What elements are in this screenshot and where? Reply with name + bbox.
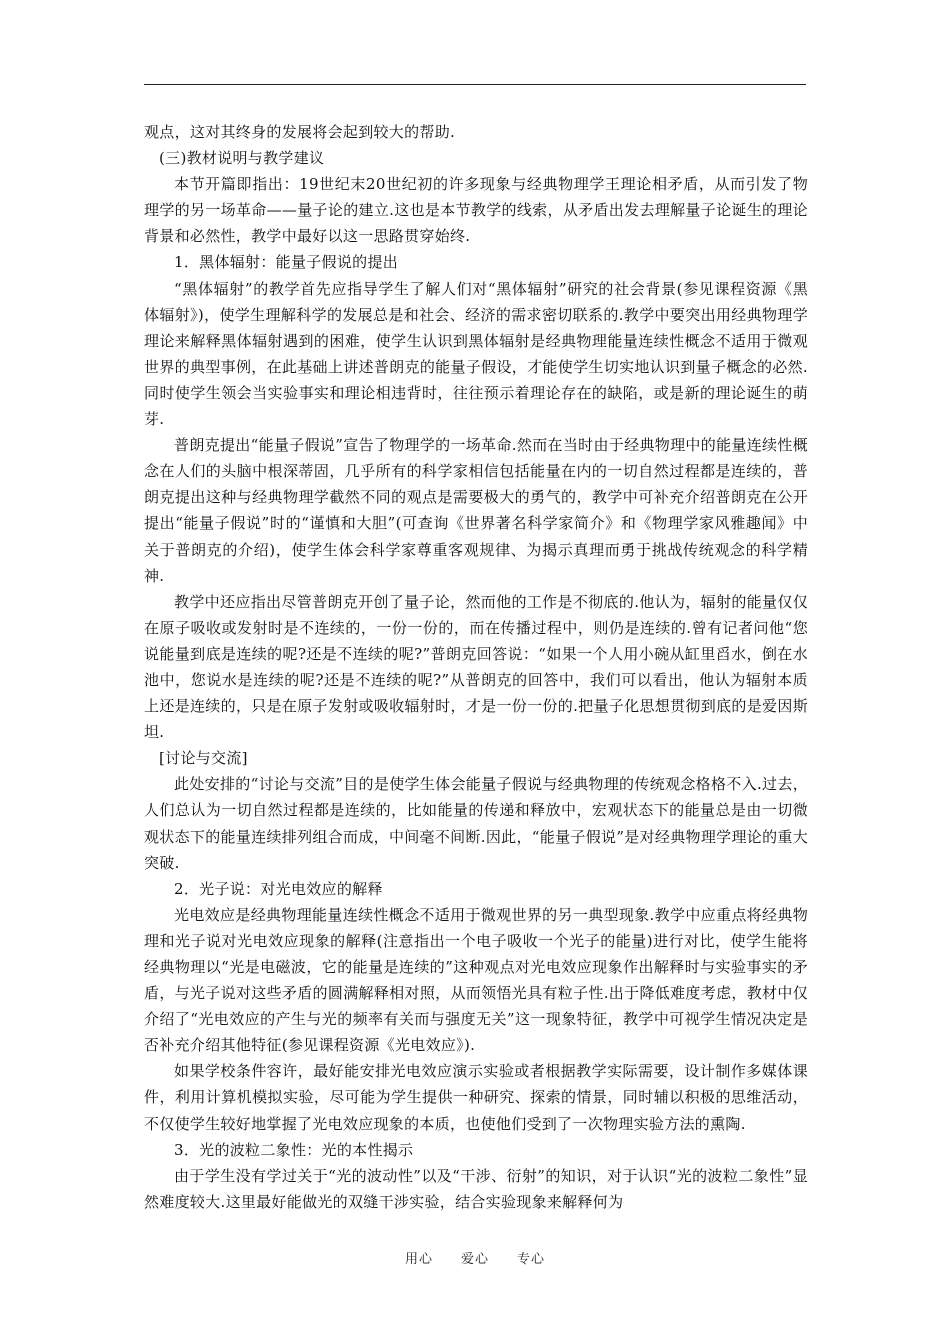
footer-word: 专心: [517, 1252, 546, 1267]
paragraph: 本节开篇即指出：19世纪末20世纪初的许多现象与经典物理学王理论相矛盾，从而引发了物理学的另一场革命——量子论的建立.这也是本节教学的线索，从矛盾出发去理解量子论诞生的理论背景和必然性，教学中最好以这一思路贯穿始终.: [144, 175, 808, 246]
paragraph: 观点，这对其终身的发展将会起到较大的帮助.: [144, 123, 456, 141]
paragraph: [讨论与交流]: [159, 749, 248, 768]
paragraph: “黑体辐射”的教学首先应指导学生了解人们对“黑体辐射”研究的社会背景(参见课程资源《黑体辐射》)，使学生理解科学的发展总是和社会、经济的需求密切联系的.教学中要突出用经典物理学理论来解释黑体辐射遇到的困难，使学生认识到黑体辐射是经典物理能量连续性概念不适用于微观世界的典型事例，在此基础上讲述普朗克的能量子假设，才能使学生切实地认识到量子概念的必然.同时使学生领会当实验事实和理论相违背时，往往预示着理论存在的缺陷，或是新的理论诞生的萌芽.: [144, 279, 808, 429]
paragraph: 教学中还应指出尽管普朗克开创了量子论，然而他的工作是不彻底的.他认为，辐射的能量仅仅在原子吸收或发射时是不连续的，一份一份的，而在传播过程中，则仍是连续的.曾有记者问他“您说能量到底是连续的呢?还是不连续的呢?”普朗克回答说：“如果一个人用小碗从缸里舀水，倒在水池中，您说水是连续的呢?还是不连续的呢?”从普朗克的回答中，我们可以看出，他认为辐射本质上还是连续的，只是在原子发射或吸收辐射时，才是一份一份的.把量子化思想贯彻到底的是爱因斯坦.: [144, 592, 808, 742]
paragraph: 此处安排的“讨论与交流”目的是使学生体会能量子假说与经典物理的传统观念格格不入.过去，人们总认为一切自然过程都是连续的，比如能量的传递和释放中，宏观状态下的能量总是由一切微观状态下的能量连续排列组合而成，中间毫不间断.因此，“能量子假说”是对经典物理学理论的重大突破.: [144, 775, 808, 872]
paragraph: 由于学生没有学过关于“光的波动性”以及“干涉、衍射”的知识，对于认识“光的波粒二象性”显然难度较大.这里最好能做光的双缝干涉实验，结合实验现象来解释何为: [144, 1166, 808, 1211]
paragraph: 如果学校条件容许，最好能安排光电效应演示实验或者根据教学实际需要，设计制作多媒体课件，利用计算机模拟实验，尽可能为学生提供一种研究、探索的情景，同时辅以积极的思维活动，不仅使学生较好地掌握了光电效应现象的本质，也使他们受到了一次物理实验方法的熏陶.: [144, 1062, 808, 1133]
paragraph: 普朗克提出“能量子假说”宣告了物理学的一场革命.然而在当时由于经典物理中的能量连续性概念在人们的头脑中根深蒂固，几乎所有的科学家相信包括能量在内的一切自然过程都是连续的，普朗克提出这种与经典物理学截然不同的观点是需要极大的勇气的，教学中可补充介绍普朗克在公开提出“能量子假说”时的“谨慎和大胆”(可查询《世界著名科学家简介》和《物理学家风雅趣闻》中关于普朗克的介绍)，使学生体会科学家尊重客观规律、为揭示真理而勇于挑战传统观念的科学精神.: [144, 436, 808, 585]
footer-word: 用心: [404, 1252, 433, 1267]
paragraph: 1．黑体辐射：能量子假说的提出: [174, 253, 399, 272]
page-footer: [0, 1248, 950, 1267]
footer-word: 爱心: [460, 1252, 489, 1267]
paragraph: 2．光子说：对光电效应的解释: [174, 879, 383, 898]
header-rule: [144, 84, 806, 85]
document-body: [144, 119, 808, 1215]
paragraph: 光电效应是经典物理能量连续性概念不适用于微观世界的另一典型现象.教学中应重点将经典物理和光子说对光电效应现象的解释(注意指出一个电子吸收一个光子的能量)进行对比，使学生能将经典物理以“光是电磁波，它的能量是连续的”这种观点对光电效应现象作出解释时与实验事实的矛盾，与光子说对这些矛盾的圆满解释相对照，从而领悟光具有粒子性.出于降低难度考虑，教材中仅介绍了“光电效应的产生与光的频率有关而与强度无关”这一现象特征，教学中可视学生情况决定是否补充介绍其他特征(参见课程资源《光电效应》).: [144, 905, 808, 1055]
paragraph: (三)教材说明与教学建议: [159, 149, 325, 168]
paragraph: 3．光的波粒二象性：光的本性揭示: [174, 1140, 414, 1159]
